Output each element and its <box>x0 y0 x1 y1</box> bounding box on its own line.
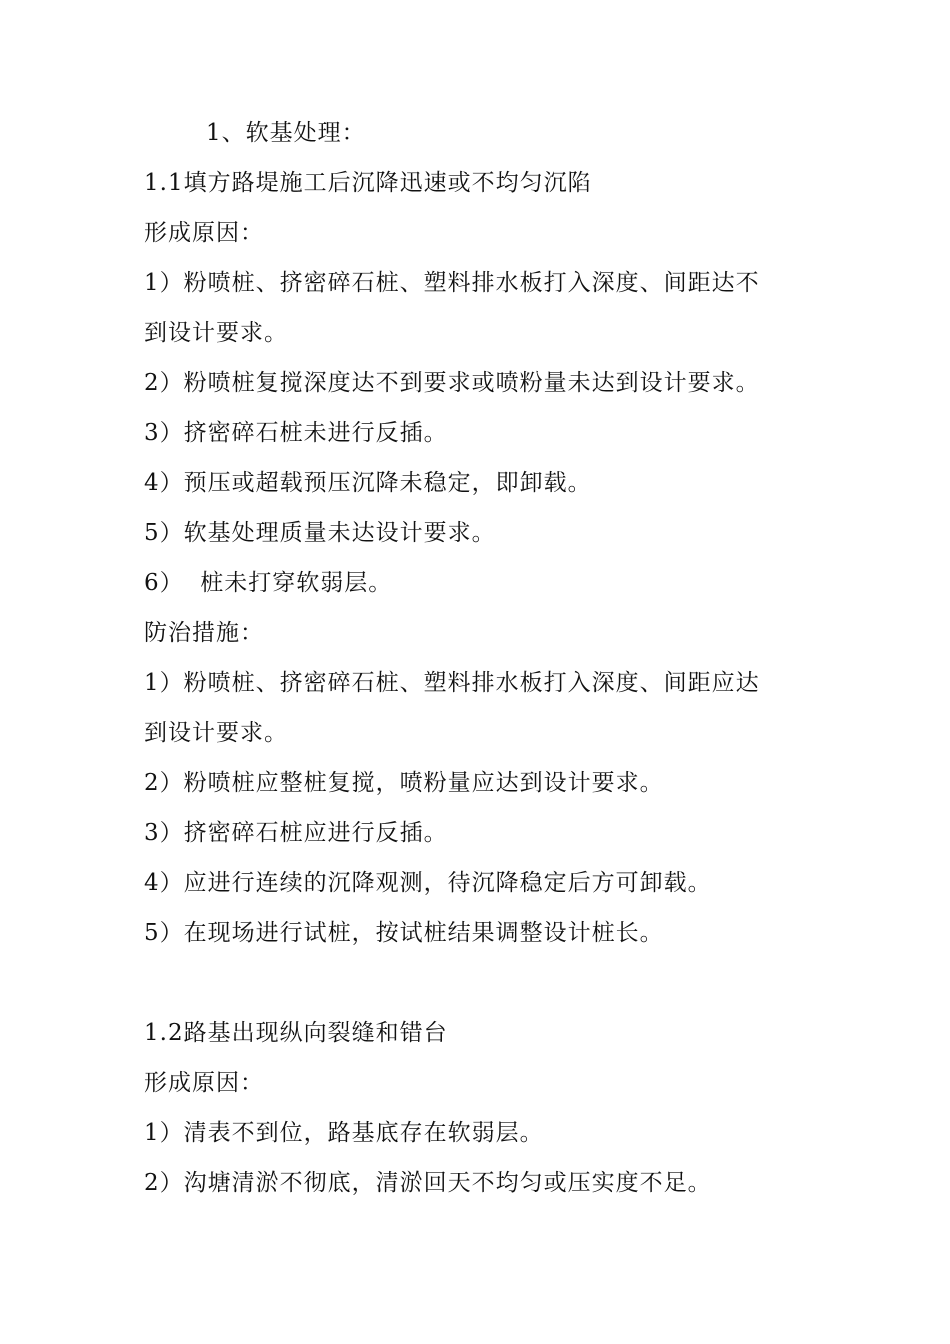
cause-item: 1）粉喷桩、挤密碎石桩、塑料排水板打入深度、间距达不 <box>144 270 760 296</box>
measures-label: 防治措施： <box>144 620 264 646</box>
cause-item: 1）清表不到位，路基底存在软弱层。 <box>144 1120 544 1146</box>
measure-item: 2）粉喷桩应整桩复搅，喷粉量应达到设计要求。 <box>144 770 664 796</box>
measure-item: 到设计要求。 <box>144 720 288 746</box>
measure-item: 1）粉喷桩、挤密碎石桩、塑料排水板打入深度、间距应达 <box>144 670 760 696</box>
measure-item: 4）应进行连续的沉降观测，待沉降稳定后方可卸载。 <box>144 870 712 896</box>
cause-item: 4）预压或超载预压沉降未稳定，即卸载。 <box>144 470 592 496</box>
subsection-title: 1.1填方路堤施工后沉降迅速或不均匀沉陷 <box>144 170 592 196</box>
section-heading: 1、软基处理： <box>206 120 366 146</box>
section-spacer <box>144 958 814 1008</box>
cause-item: 2）粉喷桩复搅深度达不到要求或喷粉量未达到设计要求。 <box>144 370 760 396</box>
measure-item: 3）挤密碎石桩应进行反插。 <box>144 820 448 846</box>
measure-item: 5）在现场进行试桩，按试桩结果调整设计桩长。 <box>144 920 664 946</box>
subsection-title: 1.2路基出现纵向裂缝和错台 <box>144 1020 448 1046</box>
cause-item: 6） 桩未打穿软弱层。 <box>144 570 393 596</box>
causes-label: 形成原因： <box>144 1070 264 1096</box>
document-body <box>144 108 814 1208</box>
cause-item: 2）沟塘清淤不彻底，清淤回天不均匀或压实度不足。 <box>144 1170 712 1196</box>
cause-item: 5）软基处理质量未达设计要求。 <box>144 520 496 546</box>
causes-label: 形成原因： <box>144 220 264 246</box>
cause-item: 到设计要求。 <box>144 320 288 346</box>
cause-item: 3）挤密碎石桩未进行反插。 <box>144 420 448 446</box>
